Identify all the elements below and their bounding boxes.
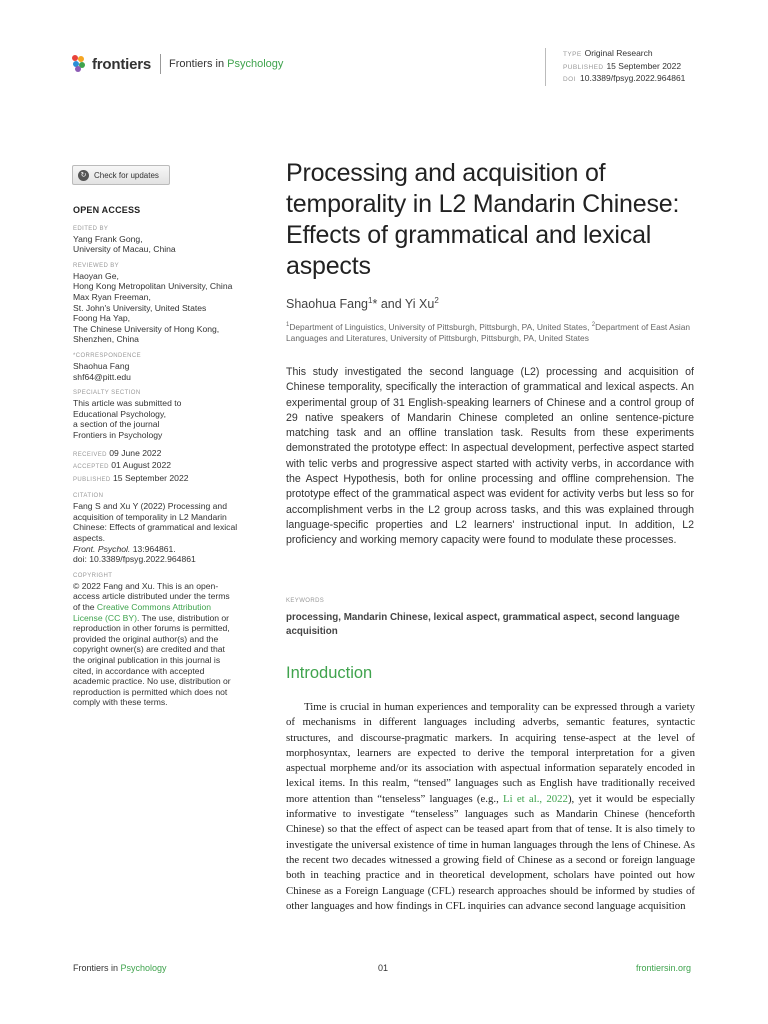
date-label: ACCEPTED [73,464,109,471]
journal-title: Psychology [227,58,284,70]
doi-link[interactable]: 10.3389/fpsyg.2022.964861 [580,73,686,83]
meta-label: TYPE [563,51,582,58]
specialty-line: Educational Psychology, [73,408,166,419]
meta-value: 15 September 2022 [606,60,682,71]
date-value: 01 August 2022 [111,460,171,471]
reviewer-line: Max Ryan Freeman, [73,291,151,302]
copyright-line: academic practice. No use, distribution or [73,676,231,687]
citation-line: aspects. [73,533,106,544]
date-label: PUBLISHED [73,476,111,483]
footer-journal-name: Psychology [120,963,167,973]
citation-line: Fang S and Xu Y (2022) Processing and [73,501,227,512]
reviewer-line: Haoyan Ge, [73,270,119,281]
affiliation-marker: 2 [434,296,439,305]
citation-label: CITATION [73,493,104,500]
copyright-line: the original publication in this journal is [73,655,221,665]
specialty-line: This article was submitted to [73,398,182,409]
copyright-line: comply with these terms. [73,697,168,708]
copyright-line [73,602,253,613]
reviewer-line: Foong Ha Yap, [73,313,131,324]
journal-name[interactable] [169,58,283,70]
meta-doi[interactable] [563,73,685,86]
editor-line: University of Macau, China [73,244,176,255]
affiliation: Department of East Asian Languages and Literatures, University of Pittsburgh, Pittsburgh, PA, United States [286,321,691,344]
check-for-updates-button[interactable] [72,165,170,185]
introduction-body [286,700,695,914]
author-name[interactable]: Shaohua Fang [286,297,369,312]
paragraph-text: Time is crucial in human experiences and temporality can be expressed through a variety of mechanisms in different languages including adverbs, semantic features, syntactic structures, and discourse-pragmatic markers. In acquiring tense-aspect at the level of morphosyntax, learners are expected to derive the temporal interpretation for a given aspectual morpheme and/or its association with aspectual information separately encoded in lexical items. In this realm, “tensed” languages such as English have traditionally received more attention than “tenseless” languages (e.g., [286,701,695,805]
meta-value: Original Research [584,48,653,58]
copyright-label: COPYRIGHT [73,572,113,579]
author-list [286,296,439,311]
footer-site-link[interactable]: frontiersin.org [636,963,692,973]
dates-block [73,448,253,486]
check-updates-label: Check for updates [94,170,159,180]
date-received [73,448,253,461]
reviewer-line: St. John's University, United States [73,302,207,313]
citation-link[interactable]: Li et al., 2022 [503,792,568,805]
keywords: processing, Mandarin Chinese, lexical aspect, grammatical aspect, second language acquisition [286,612,680,637]
edited-by-label: EDITED BY [73,225,109,232]
date-accepted [73,460,253,473]
correspondent-name: Shaohua Fang [73,360,130,371]
abstract: This study investigated the second language (L2) processing and acquisition of Chinese temporality, specifically the interaction of grammatical and lexical aspects. An experimental group of 31 English-speaking learners of Chinese and a control group of 29 native speakers of Mandarin Chinese completed an online sentence-picture matching task and an offline translation task. Results from these experiments demonstrated the prototype effect: In aspectual development, perfective aspect started with telic verbs and progressive aspect started with activity verbs, in accordance with the Aspect Hypothesis, both for online processing and offline comprehension. The prototype effect of the grammatical aspect was evident for activity verbs but less so for accomplishment verbs in the L2 group across tasks, and this was explained through language-specific properties and L2 learners' instructional input. In addition, L2 proficiency and working memory capacity were found to modulate these processes. [286,366,694,547]
footer-journal-prefix: Frontiers in [73,963,121,973]
section-heading-introduction: Introduction [286,664,373,682]
frontiers-logo-icon [72,55,88,73]
specialty-line: a section of the journal [73,419,160,430]
copyright-line: provided the original author(s) and the [73,633,219,644]
affiliation-number: 2 [591,322,596,328]
cc-license-link[interactable]: License (CC BY) [73,612,137,623]
copyright-line: copyright owner(s) are credited and that [73,644,225,655]
copyright-line [73,613,253,624]
cc-license-link[interactable]: Creative Commons Attribution [96,602,212,613]
journal-prefix: Frontiers in [169,58,228,70]
meta-published [563,61,685,74]
author-separator: and [377,297,405,312]
affiliation-marker: 1 [368,296,373,305]
correspondence-label: *CORRESPONDENCE [73,352,142,359]
copyright-line: © 2022 Fang and Xu. This is an open- [73,580,219,591]
citation-doi[interactable]: doi: 10.3389/fpsyg.2022.964861 [73,554,196,565]
article-title: Processing and acquisition of temporality in L2 Mandarin Chinese: Effects of grammatical and lexical aspects [286,159,680,280]
copyright-line: reproduction is permitted which does not [73,686,228,697]
keywords-label: KEYWORDS [286,598,325,604]
meta-label: DOI [563,76,576,83]
corresponding-marker: * [372,297,378,312]
citation-journal: Front. Psychol. [73,543,131,554]
sidebar [73,205,253,708]
citation-line: acquisition of temporality in L2 Mandarin [73,511,227,522]
copyright-text: . The use, distribution or [137,612,230,623]
date-value: 09 June 2022 [109,447,162,458]
reviewer-line: Hong Kong Metropolitan University, China [73,281,233,292]
copyright-line: reproduction in other forums is permitted, [73,623,230,634]
citation-journal-line [73,544,253,555]
journal-header [72,54,283,74]
specialty-line: Frontiers in Psychology [73,429,163,440]
open-access-badge: OPEN ACCESS [73,205,141,215]
citation-volume: 13:964861. [130,543,176,554]
reviewer-line: The Chinese University of Hong Kong, [73,323,220,334]
reviewed-by-label: REVIEWED BY [73,262,120,269]
paragraph [286,700,695,914]
article-meta [545,48,685,86]
date-label: RECEIVED [73,451,107,458]
copyright-text: of the [73,602,97,613]
author-name[interactable]: Yi Xu [404,297,435,312]
divider [160,54,161,74]
editor-line: Yang Frank Gong, [73,233,143,244]
affiliations [286,320,696,345]
date-value: 15 September 2022 [113,472,189,483]
copyright-line: access article distributed under the terms [73,591,230,602]
correspondent-email[interactable]: shf64@pitt.edu [73,371,131,382]
paragraph-text: ), yet it would be especially informative to investigate “tenseless” languages such as Mandarin Chinese (henceforth Chinese) so that the effect of aspect can be teased apart from that of tense. It is also timely to investigate the universal existence of time in human languages through the lens of Chinese. As the recent two decades witnessed a growing field of Chinese as a second or foreign language both in teaching practice and in theoretical development, scholars have pointed out how Chinese as a Foreign Language (CFL) research approaches should be informed by studies of other languages and how findings in CFL inquiries can advance second language acquisition [286,792,695,912]
specialty-section-label: SPECIALTY SECTION [73,390,141,397]
reviewer-line: Shenzhen, China [73,334,139,345]
meta-label: PUBLISHED [563,63,604,71]
refresh-icon: ↻ [78,170,89,181]
page-number: 01 [378,963,389,973]
brand-name[interactable]: frontiers [92,55,152,73]
date-published [73,473,253,486]
affiliation: Department of Linguistics, University of Pittsburgh, Pittsburgh, PA, United States, [289,321,592,332]
footer-journal[interactable] [73,963,167,973]
copyright-line: cited, in accordance with accepted [73,665,205,676]
meta-type [563,48,685,61]
affiliation-number: 1 [286,322,290,328]
citation-line: Chinese: Effects of grammatical and lexical [73,522,238,533]
